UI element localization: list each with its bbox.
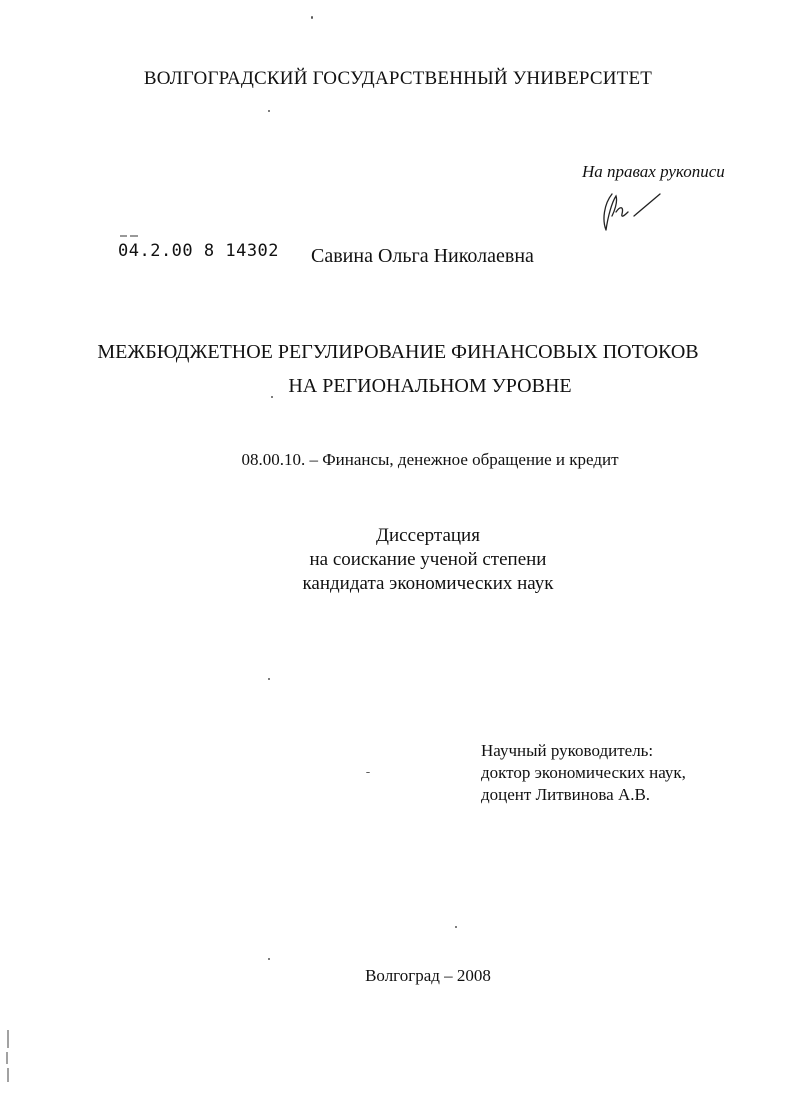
scan-speck <box>268 678 270 680</box>
scan-speck <box>455 926 457 928</box>
scan-speck <box>271 396 273 398</box>
scan-speck <box>311 16 313 19</box>
degree-line-1: Диссертация <box>376 525 480 546</box>
signature-mark <box>598 186 668 234</box>
dissertation-title-line-2: НА РЕГИОНАЛЬНОМ УРОВНЕ <box>288 375 572 397</box>
city-year: Волгоград – 2008 <box>365 966 491 985</box>
dissertation-title-line-1: МЕЖБЮДЖЕТНОЕ РЕГУЛИРОВАНИЕ ФИНАНСОВЫХ ПОТОКОВ <box>97 341 699 363</box>
code-underline-mark <box>120 234 138 238</box>
registration-code: 04.2.00 8 14302 <box>118 241 280 261</box>
scan-speck <box>268 110 270 112</box>
manuscript-rights-note: На правах рукописи <box>582 162 725 181</box>
supervisor-line-1: Научный руководитель: <box>481 741 654 760</box>
supervisor-block <box>481 740 686 806</box>
specialty-code: 08.00.10. – Финансы, денежное обращение и кредит <box>241 450 619 469</box>
degree-line-2: на соискание ученой степени <box>309 549 547 570</box>
supervisor-line-2: доктор экономических наук, <box>481 763 686 782</box>
university-name: ВОЛГОГРАДСКИЙ ГОСУДАРСТВЕННЫЙ УНИВЕРСИТЕТ <box>143 68 653 89</box>
degree-line-3: кандидата экономических наук <box>302 573 554 594</box>
author-name: Савина Ольга Николаевна <box>311 245 534 267</box>
scan-speck <box>366 772 370 773</box>
scan-edge-mark <box>6 1030 10 1082</box>
degree-description <box>0 524 796 596</box>
scan-speck <box>268 958 270 960</box>
supervisor-line-3: доцент Литвинова А.В. <box>481 785 651 804</box>
